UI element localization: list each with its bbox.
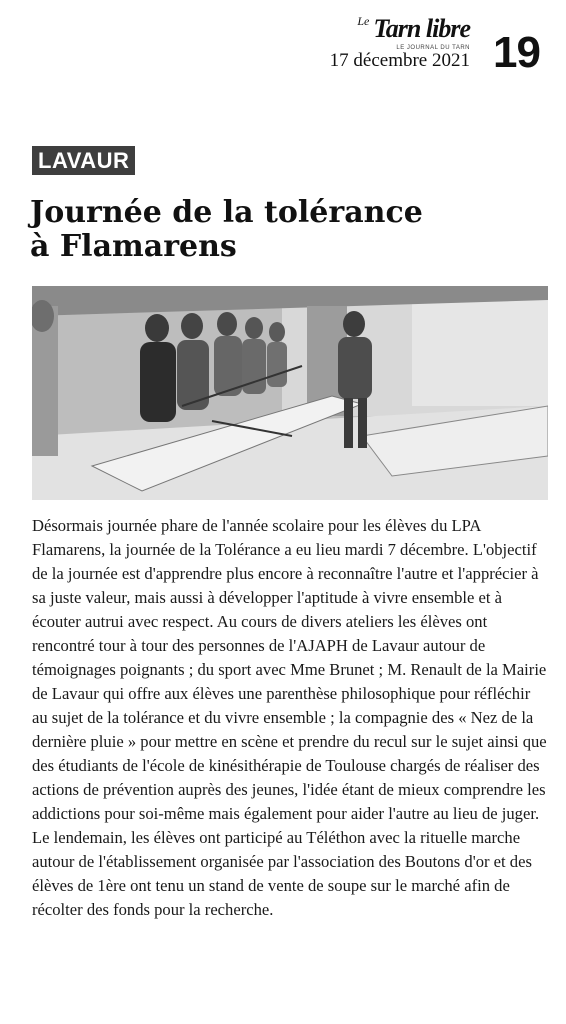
headline-line-1: Journée de la tolérance <box>30 195 423 230</box>
newspaper-logo <box>357 14 470 44</box>
logo-tagline: LE JOURNAL DU TARN <box>396 45 470 51</box>
headline-line-2: à Flamarens <box>30 229 237 264</box>
masthead <box>240 14 540 77</box>
issue-date: 17 décembre 2021 <box>329 50 470 71</box>
page-number: 19 <box>493 28 540 77</box>
section-label: LAVAUR <box>32 146 135 175</box>
article-headline <box>30 196 540 264</box>
article-photo <box>32 286 548 500</box>
logo-name: Tarn libre <box>373 14 470 43</box>
article-body: Désormais journée phare de l'année scolaire pour les élèves du LPA Flamarens, la journée de la Tolérance a eu lieu mardi 7 décembre. L'objectif de la journée est d'apprendre plus encore à reconnaître l'autre et l'apprécier à sa juste valeur, mais aussi à développer l'aptitude à vivre ensemble et à écouter autrui avec respect. Au cours de divers ateliers les élèves ont rencontré tour à tour des personnes de l'AJAPH de Lavaur autour de témoignages poignants ; du sport avec Mme Brunet ; M. Renault de la Mairie de Lavaur qui offre aux élèves une parenthèse philosophique pour réfléchir au sujet de la tolérance et du vivre ensemble ; la compagnie des « Nez de la dernière pluie » pour mettre en scène et prendre du recul sur le sujet ainsi que des étudiants de l'école de kinésithérapie de Toulouse chargés de réaliser des actions de prévention auprès des jeunes, l'idée étant de mieux comprendre les addictions pour soi-même mais également pour aider l'autre au lieu de juger. Le lendemain, les élèves ont participé au Téléthon avec la rituelle marche autour de l'établissement organisée par l'association des Boutons d'or et des élèves de 1ère ont tenu un stand de vente de soupe sur le marché afin de récolter des fonds pour la recherche. <box>32 516 547 919</box>
logo-prefix: Le <box>357 14 370 28</box>
classroom-photo-illustration <box>32 286 548 500</box>
